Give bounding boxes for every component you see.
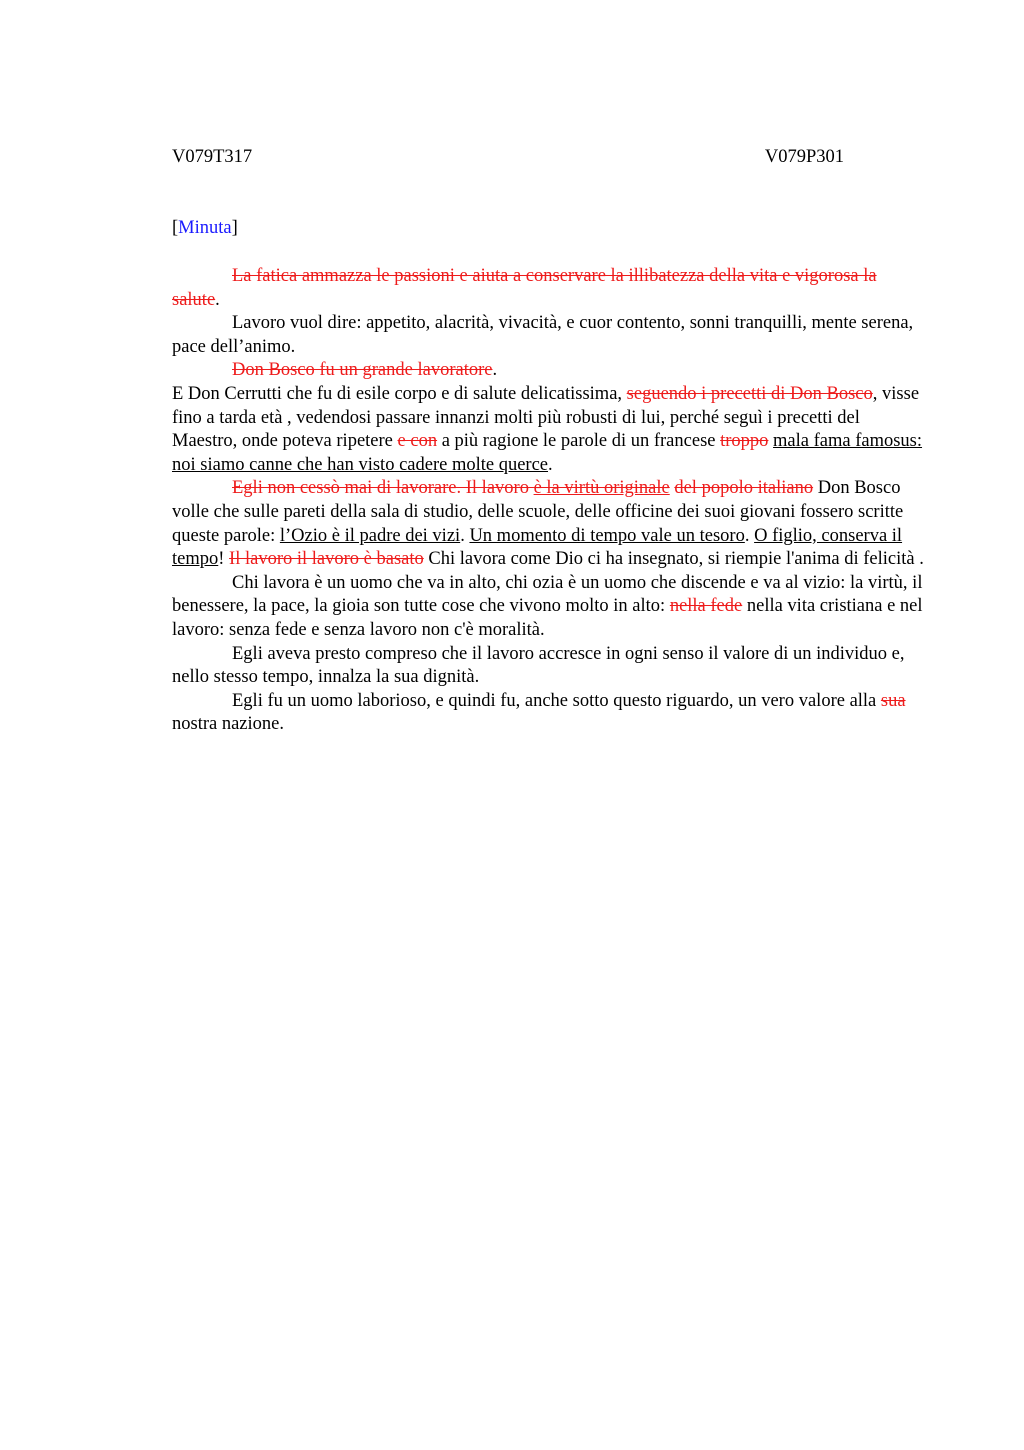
underlined-text: O figlio, conserva il tempo xyxy=(172,525,903,570)
minuta-label: Minuta xyxy=(178,218,232,238)
deleted-text: nella fede xyxy=(669,596,743,617)
paragraph-3 xyxy=(172,359,928,383)
document-code-left: V079T317 xyxy=(172,147,253,167)
underlined-text: l’Ozio è il padre dei vizi xyxy=(279,525,461,546)
underlined-text: Un momento di tempo vale un tesoro xyxy=(469,525,745,546)
close-bracket: ] xyxy=(231,218,238,238)
text-run: . xyxy=(492,360,498,381)
section-label xyxy=(172,217,238,241)
deleted-underlined-text: è la virtù originale xyxy=(533,478,670,499)
text-run: Chi lavora come Dio ci ha insegnato, si riempie l'anima di felicità . xyxy=(423,549,924,570)
paragraph-6 xyxy=(172,572,928,643)
text-run: E Don Cerrutti che fu di esile corpo e di salute delicatissima, xyxy=(172,383,627,404)
text-run: nella vita cristiana e nel lavoro: senza fede e senza lavoro non c'è moralità. xyxy=(172,596,923,640)
deleted-text: e con xyxy=(397,431,438,452)
open-bracket: [ xyxy=(172,218,179,238)
deleted-text: sua xyxy=(880,690,906,711)
text-run: Egli aveva presto compreso che il lavoro accresce in ogni senso il valore di un individuo e, nello stesso tempo, innalza la sua dignità. xyxy=(172,643,905,688)
deleted-text: La fatica ammazza le passioni e aiuta a conservare la illibatezza della vita e vigorosa la salute xyxy=(172,266,877,310)
text-run: . xyxy=(460,525,470,546)
deleted-text: Il lavoro il lavoro è basato xyxy=(229,549,424,570)
text-run: Egli fu un uomo laborioso, e quindi fu, anche sotto questo riguardo, un vero valore alla xyxy=(232,690,881,711)
text-run: a più ragione le parole di un francese xyxy=(437,431,721,452)
underlined-text: mala fama famosus: noi siamo canne che han visto cadere molte querce xyxy=(172,431,923,475)
deleted-text: Egli non cessò mai di lavorare. Il lavoro xyxy=(232,478,534,499)
deleted-text: del popolo italiano xyxy=(674,478,814,499)
page-header xyxy=(172,146,844,170)
paragraph-7 xyxy=(172,643,928,690)
text-run: ! xyxy=(218,549,230,570)
paragraph-1 xyxy=(172,265,928,312)
paragraph-5 xyxy=(172,477,928,571)
document-body xyxy=(172,265,928,737)
paragraph-8 xyxy=(172,690,928,737)
deleted-text: Don Bosco fu un grande lavoratore xyxy=(232,360,493,381)
text-run: Don Bosco volle che sulle pareti della sala di studio, delle scuole, delle officine dei suoi giovani fossero scritte queste parole: xyxy=(172,478,904,546)
text-run: Lavoro vuol dire: appetito, alacrità, vivacità, e cuor contento, sonni tranquilli, mente serena, pace dell’animo. xyxy=(172,313,914,357)
text-run: . xyxy=(744,525,755,546)
text-run: nostra nazione. xyxy=(172,714,284,735)
deleted-text: troppo xyxy=(720,431,769,452)
text-run: . xyxy=(215,289,220,310)
paragraph-2 xyxy=(172,312,928,359)
text-run: , visse fino a tarda età , vedendosi passare innanzi molti più robusti di lui, perché seguì i precetti del Maestro, onde poteva ripetere xyxy=(172,383,920,452)
paragraph-4 xyxy=(172,383,928,477)
deleted-text: seguendo i precetti di Don Bosco xyxy=(626,383,873,404)
document-code-right: V079P301 xyxy=(764,147,844,167)
text-run: . xyxy=(548,454,553,475)
text-run: Chi lavora è un uomo che va in alto, chi ozia è un uomo che discende e va al vizio: la virtù, il benessere, la pace, la gioia son tutte cose che vivono molto in alto: xyxy=(172,572,923,617)
